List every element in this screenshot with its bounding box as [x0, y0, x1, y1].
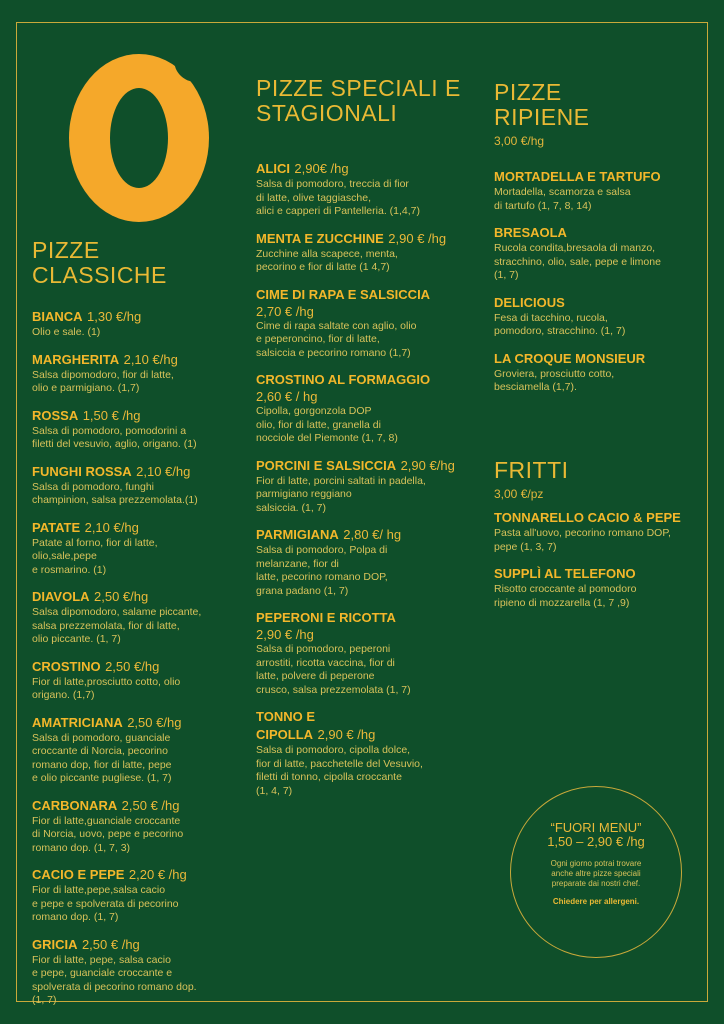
menu-item [32, 658, 247, 703]
item-name: ROSSA [32, 407, 79, 423]
item-name: MARGHERITA [32, 351, 120, 367]
item-name: MENTA E ZUCCHINE [256, 230, 384, 246]
item-name: BRESAOLA [494, 225, 567, 240]
fuori-menu-badge [510, 786, 682, 958]
item-description: Cipolla, gorgonzola DOP olio, fior di latte, granella di nocciole del Piemonte (1, 7, 8) [256, 405, 398, 444]
item-name: DIAVOLA [32, 589, 90, 604]
item-description: Pasta all'uovo, pecorino romano DOP, pepe (1, 3, 7) [494, 527, 671, 553]
item-name: FUNGHI ROSSA [32, 463, 132, 479]
item-name: TONNO E CIPOLLA [256, 709, 315, 742]
item-name: BIANCA [32, 309, 83, 324]
item-price: 2,50 €/hg [127, 714, 182, 730]
item-price: 2,50 € /hg [81, 936, 140, 952]
item-price: 2,90 € /hg [388, 230, 447, 246]
menu-item [494, 168, 706, 213]
item-price: 2,10 €/hg [123, 351, 178, 367]
item-description: Salsa di pomodoro, treccia di fior di latte, olive taggiasche, alici e capperi di Pantelleria. (1,4,7) [256, 178, 421, 217]
item-name: PARMIGIANA [256, 527, 339, 542]
menu-item [32, 519, 247, 578]
menu-item [256, 457, 488, 516]
item-description: Salsa dipomodoro, fior di latte, olio e parmigiano. (1,7) [32, 368, 174, 394]
item-name: PEPERONI E RICOTTA [256, 610, 396, 625]
bitten-o-logo [66, 52, 212, 224]
fuori-menu-title: “FUORI MENU” [550, 820, 642, 835]
item-name: CROSTINO [32, 658, 101, 674]
item-description: Olio e sale. (1) [32, 326, 101, 338]
item-price: 2,10 €/hg [84, 519, 139, 535]
item-description: Risotto croccante al pomodoro ripieno di mozzarella (1, 7 ,9) [494, 583, 637, 609]
item-price: 2,50 € /hg [121, 797, 180, 813]
item-description: Fesa di tacchino, rucola, pomodoro, stracchino. (1, 7) [494, 311, 626, 337]
menu-item [32, 463, 247, 508]
item-description: Salsa dipomodoro, salame piccante, salsa prezzemolata, fior di latte, olio piccante. (1, 7) [32, 606, 202, 645]
item-price: 2,10 €/hg [136, 463, 191, 479]
item-description: Fior di latte,guanciale croccante di Norcia, uovo, pepe e pecorino romano dop. (1, 7, 3) [32, 814, 184, 854]
item-description: Salsa di pomodoro, pomodorini a filetti del vesuvio, aglio, origano. (1) [32, 424, 197, 450]
item-name: PORCINI E SALSICCIA [256, 457, 397, 473]
menu-list [256, 160, 488, 798]
menu-item [494, 224, 706, 283]
item-description: Fior di latte,pepe,salsa cacio e pepe e spolverata di pecorino romano dop. (1, 7) [32, 884, 179, 923]
menu-item [256, 286, 488, 361]
menu-item [32, 714, 247, 786]
section-pizze-speciali [256, 76, 488, 809]
item-description: Groviera, prosciutto cotto, besciamella (1,7). [494, 367, 615, 393]
section-fritti [494, 458, 706, 621]
section-title: PIZZE RIPIENE [494, 79, 590, 130]
menu-item [256, 230, 488, 275]
item-name: CIME DI RAPA E SALSICCIA [256, 286, 431, 302]
item-description: Patate al forno, fior di latte, olio,sale,pepe e rosmarino. (1) [32, 536, 158, 576]
item-price: 2,90 €/hg [400, 457, 455, 473]
item-price: 2,50 €/hg [94, 589, 149, 604]
menu-item [494, 565, 706, 610]
menu-list [494, 509, 706, 610]
item-name: ALICI [256, 161, 290, 176]
menu-item [32, 407, 247, 452]
menu-item [494, 350, 706, 395]
menu-item [256, 708, 488, 798]
item-price: 2,70 € /hg [256, 303, 314, 319]
item-name: PATATE [32, 519, 81, 535]
item-name: MORTADELLA E TARTUFO [494, 169, 661, 184]
menu-item [256, 609, 488, 697]
item-name: GRICIA [32, 936, 78, 952]
menu-item [32, 308, 247, 340]
fuori-menu-note: Chiedere per allergeni. [552, 897, 640, 906]
item-name: DELICIOUS [494, 294, 565, 310]
menu-item [32, 797, 247, 856]
item-name: LA CROQUE MONSIEUR [494, 350, 646, 366]
item-price: 2,90 € /hg [317, 727, 376, 742]
fuori-menu-text: Ogni giorno potrai trovare anche altre pizze speciali preparate dai nostri chef. [550, 859, 642, 888]
menu-item [256, 526, 488, 598]
item-name: TONNARELLO CACIO & PEPE [494, 510, 681, 525]
item-description: Fior di latte,prosciutto cotto, olio origano. (1,7) [32, 675, 181, 701]
item-name: AMATRICIANA [32, 714, 123, 730]
item-price: 1,30 €/hg [87, 309, 142, 324]
menu-item [32, 351, 247, 396]
item-name: CROSTINO AL FORMAGGIO [256, 372, 431, 387]
item-price: 1,50 € /hg [82, 407, 141, 423]
section-title: FRITTI [494, 457, 569, 483]
section-pizze-classiche [32, 238, 247, 1019]
item-description: Salsa di pomodoro, Polpa di melanzane, fior di latte, pecorino romano DOP, grana padano (1, 7) [256, 544, 388, 597]
section-title: PIZZE SPECIALI E STAGIONALI [256, 75, 461, 126]
item-description: Fior di latte, porcini saltati in padella, parmigiano reggiano salsiccia. (1, 7) [256, 474, 426, 514]
item-name: CARBONARA [32, 797, 118, 813]
item-price: 2,20 € /hg [128, 867, 187, 882]
item-description: Salsa di pomodoro, cipolla dolce, fior di latte, pacchetelle del Vesuvio, filetti di tonno, cipolla croccante (1, 4, 7) [256, 744, 423, 797]
fuori-menu-price: 1,50 – 2,90 € /hg [547, 834, 645, 849]
section-title: PIZZE CLASSICHE [32, 237, 167, 288]
menu-item [494, 294, 706, 339]
menu-list [32, 308, 247, 1008]
menu-item [494, 509, 706, 554]
item-price: 2,90 € /hg [256, 627, 314, 642]
item-description: Rucola condita,bresaola di manzo, stracchino, olio, sale, pepe e limone (1, 7) [494, 242, 661, 281]
section-price: 3,00 €/hg [494, 134, 545, 148]
menu-item [32, 866, 247, 925]
item-price: 2,60 € / hg [256, 389, 318, 404]
menu-item [32, 936, 247, 1008]
menu-item [32, 588, 247, 647]
item-price: 2,90€ /hg [294, 161, 349, 176]
item-price: 2,50 €/hg [105, 658, 160, 674]
menu-item [256, 160, 488, 219]
menu-item [256, 371, 488, 446]
item-name: CACIO E PEPE [32, 867, 125, 882]
menu-list [494, 168, 706, 395]
item-name: SUPPLÌ AL TELEFONO [494, 566, 636, 581]
item-description: Salsa di pomodoro, guanciale croccante di Norcia, pecorino romano dop, fior di latte, pepe e olio piccante pugliese. (1, 7) [32, 731, 172, 784]
item-description: Fior di latte, pepe, salsa cacio e pepe, guanciale croccante e spolverata di pecorino romano dop. (1, 7) [32, 953, 197, 1006]
item-description: Zucchine alla scapece, menta, pecorino e fior di latte (1 4,7) [256, 247, 398, 273]
section-price: 3,00 €/pz [494, 487, 544, 501]
item-description: Salsa di pomodoro, peperoni arrostiti, ricotta vaccina, fior di latte, polvere di peperone crusco, salsa prezzemolata (1, 7) [256, 643, 411, 696]
item-price: 2,80 €/ hg [343, 527, 402, 542]
item-description: Cime di rapa saltate con aglio, olio e peperoncino, fior di latte, salsiccia e pecorino romano (1,7) [256, 319, 417, 359]
item-description: Salsa di pomodoro, funghi champinion, salsa prezzemolata.(1) [32, 480, 198, 506]
item-description: Mortadella, scamorza e salsa di tartufo (1, 7, 8, 14) [494, 186, 631, 212]
section-pizze-ripiene [494, 80, 706, 406]
